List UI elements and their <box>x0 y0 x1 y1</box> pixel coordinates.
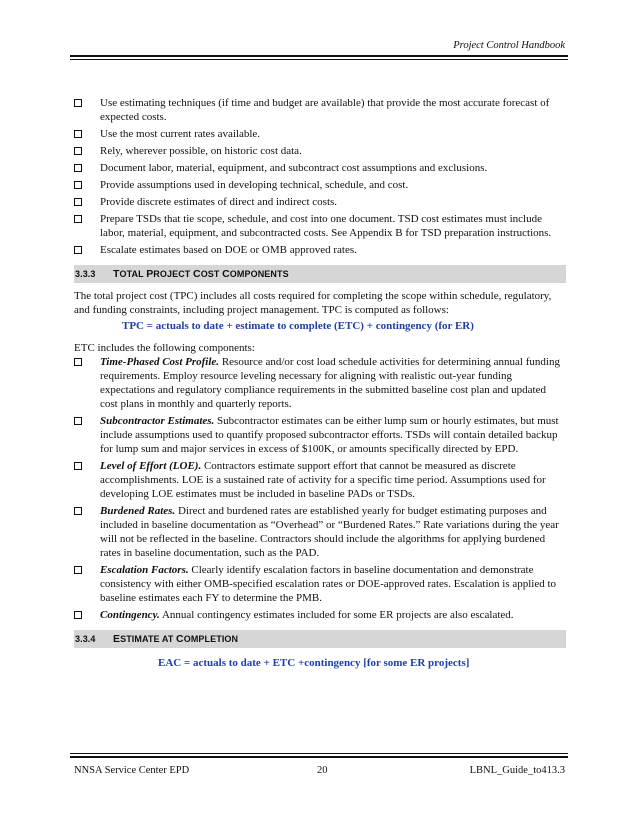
component-text: Resource and/or cost load schedule activities for determining annual funding requirements. Employ resource leveling necessary for aligning with realistic out-year funding expectations and regulatory compliance requirements in the submitted baseline cost plan and updated cost plans in monthly and quarterly reports. <box>100 356 560 410</box>
list-item: Provide discrete estimates of direct and indirect costs. <box>74 195 566 209</box>
checkbox-bullet-icon <box>74 181 82 189</box>
list-item: Use the most current rates available. <box>74 127 566 141</box>
header-rule <box>70 55 568 60</box>
page-content <box>74 96 566 670</box>
footer-rule <box>70 753 568 758</box>
checkbox-bullet-icon <box>74 130 82 138</box>
checkbox-bullet-icon <box>74 99 82 107</box>
component-text: Annual contingency estimates included for some ER projects are also escalated. <box>159 609 514 621</box>
component-term: Contingency. <box>100 609 160 621</box>
checkbox-bullet-icon <box>74 507 82 515</box>
component-text: Subcontractor estimates can be either lump sum or hourly estimates, but must include assumptions used to quantify proposed subcontractor efforts. TSDs will contain detailed backup for lump sum and major services in excess of $100K, or amounts specifically directed by EPD. <box>100 415 559 455</box>
checkbox-bullet-icon <box>74 566 82 574</box>
etc-intro: ETC includes the following components: <box>74 342 255 354</box>
etc-components-list <box>74 355 566 622</box>
component-text: Clearly identify escalation factors in baseline documentation and demonstrate consistency with either OMB-specified escalation rates or DOE-approved rates. Escalation is applied to baseline estimates each FY to determine the PMB. <box>100 564 557 604</box>
component-text: Contractors estimate support effort that cannot be measured as discrete accomplishments. LOE is a sustained rate of activity for a specific time period. Assumptions used for developing LOE estimates must be included in baseline PADs or TSDs. <box>100 460 546 500</box>
list-item <box>74 414 566 456</box>
section-number: 3.3.4 <box>75 634 96 644</box>
list-item <box>74 608 566 622</box>
checkbox-bullet-icon <box>74 246 82 254</box>
list-item: Rely, wherever possible, on historic cost data. <box>74 144 566 158</box>
header-title: Project Control Handbook <box>453 40 565 51</box>
checkbox-bullet-icon <box>74 198 82 206</box>
list-item: Provide assumptions used in developing technical, schedule, and cost. <box>74 178 566 192</box>
checkbox-bullet-icon <box>74 164 82 172</box>
list-item <box>74 355 566 411</box>
component-text: Direct and burdened rates are established yearly for budget estimating purposes and included in baseline documentation as “Overhead” or “Burdened Rates.” Rate variations during the year will not be reflected in the baseline. Contractors should include the algorithms for applying burdened rates in baseline documentation, such as the PAD. <box>100 505 559 559</box>
tpc-formula: TPC = actuals to date + estimate to complete (ETC) + contingency (for ER) <box>122 320 474 332</box>
footer-right: LBNL_Guide_to413.3 <box>469 765 565 776</box>
component-term: Subcontractor Estimates. <box>100 415 215 427</box>
checkbox-bullet-icon <box>74 358 82 366</box>
page-number: 20 <box>317 765 328 776</box>
list-item: Use estimating techniques (if time and budget are available) that provide the most accurate forecast of expected costs. <box>74 96 566 124</box>
component-term: Burdened Rates. <box>100 505 176 517</box>
component-term: Time-Phased Cost Profile. <box>100 356 220 368</box>
component-term: Level of Effort (LOE). <box>100 460 202 472</box>
estimating-guidelines-list <box>74 96 566 257</box>
section-number: 3.3.3 <box>75 269 96 279</box>
component-term: Escalation Factors. <box>100 564 189 576</box>
section-heading-3-3-3: 3.3.3 TOTAL PROJECT COST COMPONENTS <box>74 265 566 283</box>
list-item: Document labor, material, equipment, and subcontract cost assumptions and exclusions. <box>74 161 566 175</box>
tpc-paragraph: The total project cost (TPC) includes all costs required for completing the scope within schedule, regulatory, and funding constraints, including project management. TPC is computed as follows: <box>74 290 552 316</box>
footer-left: NNSA Service Center EPD <box>74 765 190 776</box>
checkbox-bullet-icon <box>74 215 82 223</box>
list-item <box>74 563 566 605</box>
section-heading-3-3-4: 3.3.4 ESTIMATE AT COMPLETION <box>74 630 566 648</box>
checkbox-bullet-icon <box>74 611 82 619</box>
checkbox-bullet-icon <box>74 147 82 155</box>
list-item <box>74 459 566 501</box>
checkbox-bullet-icon <box>74 417 82 425</box>
eac-formula: EAC = actuals to date + ETC +contingency [for some ER projects] <box>158 657 470 669</box>
list-item: Escalate estimates based on DOE or OMB approved rates. <box>74 243 566 257</box>
checkbox-bullet-icon <box>74 462 82 470</box>
list-item <box>74 504 566 560</box>
list-item: Prepare TSDs that tie scope, schedule, and cost into one document. TSD cost estimates must include labor, material, equipment, and subcontracted costs. See Appendix B for TSD preparation instructions. <box>74 212 566 240</box>
